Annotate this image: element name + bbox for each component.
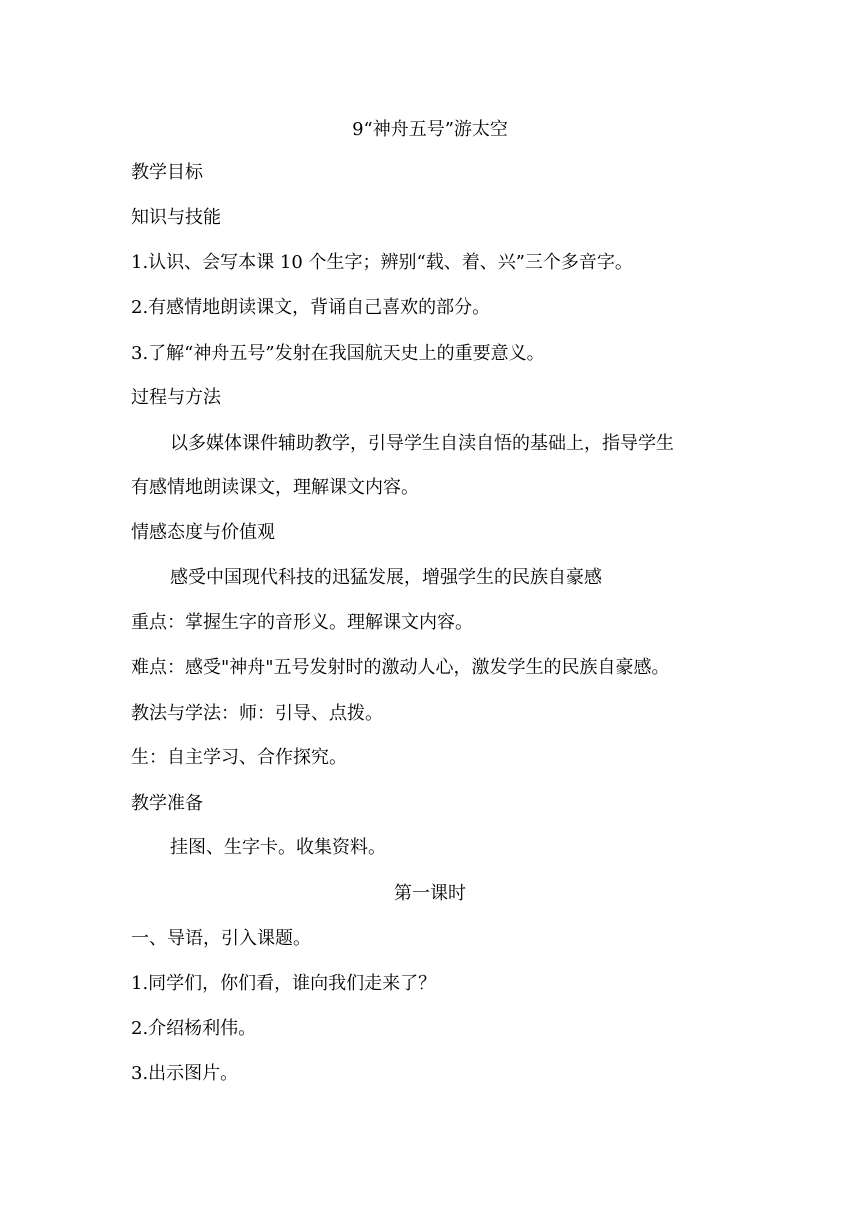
step-item-2: 2.介绍杨利伟。 bbox=[131, 1018, 257, 1039]
section-heading-preparation: 教学准备 bbox=[131, 793, 203, 814]
knowledge-item-3: 3.了解“神舟五号”发射在我国航天史上的重要意义。 bbox=[131, 343, 545, 364]
knowledge-item-1: 1.认识、会写本课 10 个生字；辨别“载、着、兴”三个多音字。 bbox=[131, 252, 633, 273]
lesson-heading: 第一课时 bbox=[394, 883, 466, 904]
process-text-line-1: 以多媒体课件辅助教学，引导学生自渎自悟的基础上，指导学生 bbox=[170, 433, 674, 454]
step-one-heading: 一、导语，引入课题。 bbox=[131, 928, 311, 949]
key-points: 重点：掌握生字的音形义。理解课文内容。 bbox=[131, 612, 473, 633]
subheading-knowledge-skills: 知识与技能 bbox=[131, 207, 221, 228]
difficulty: 难点：感受"神舟"五号发射时的激动人心，激发学生的民族自豪感。 bbox=[131, 657, 670, 678]
section-heading-objectives: 教学目标 bbox=[131, 162, 203, 183]
step-item-1: 1.同学们，你们看，谁向我们走来了？ bbox=[131, 973, 437, 994]
methods-teacher: 教法与学法：师：引导、点拨。 bbox=[131, 703, 383, 724]
emotion-text: 感受中国现代科技的迅猛发展，增强学生的民族自豪感 bbox=[170, 567, 602, 588]
document-title: 9“神舟五号”游太空 bbox=[352, 119, 508, 140]
subheading-emotion-values: 情感态度与价值观 bbox=[131, 522, 275, 543]
methods-student: 生：自主学习、合作探究。 bbox=[131, 747, 347, 768]
preparation-text: 挂图、生字卡。收集资料。 bbox=[170, 837, 386, 858]
subheading-process-methods: 过程与方法 bbox=[131, 387, 221, 408]
step-item-3: 3.出示图片。 bbox=[131, 1063, 239, 1084]
knowledge-item-2: 2.有感情地朗读课文，背诵自己喜欢的部分。 bbox=[131, 297, 491, 318]
process-text-line-2: 有感情地朗读课文，理解课文内容。 bbox=[131, 477, 419, 498]
